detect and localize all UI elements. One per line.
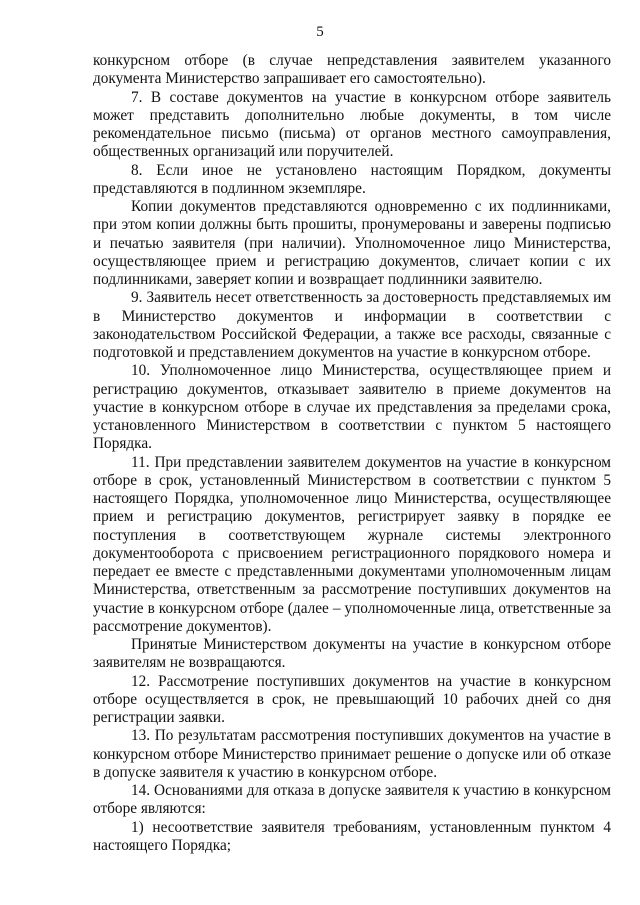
page-number: 5 <box>316 24 324 40</box>
paragraph-copies: Копии документов представляются одновременно с их подлинниками, при этом копии должны быть прошиты, пронумерованы и заверены подписью и печатью заявителя (при наличии). Уполномоченное лицо Министерства, осуществляющее прием и регистрацию документов, сличает копии с их подлинниками, заверяет копии и возвращает подлинники заявителю. <box>93 198 611 288</box>
paragraph-item-10: 10. Уполномоченное лицо Министерства, осуществляющее прием и регистрацию документов, отказывает заявителю в приеме документов на участие в конкурсном отборе в случае их представления за пределами срока, установленного Министерством в соответствии с пунктом 5 настоящего Порядка. <box>93 362 611 453</box>
document-body <box>93 52 611 855</box>
paragraph-subitem-1: 1) несоответствие заявителя требованиям, установленным пунктом 4 настоящего Порядка; <box>93 818 611 854</box>
paragraph-item-8: 8. Если иное не установлено настоящим Порядком, документы представляются в подлинном экземпляре. <box>93 161 611 197</box>
paragraph-accepted-documents: Принятые Министерством документы на участие в конкурсном отборе заявителям не возвращаются. <box>93 636 611 672</box>
paragraph-item-12: 12. Рассмотрение поступивших документов на участие в конкурсном отборе осуществляется в срок, не превышающий 10 рабочих дней со дня регистрации заявки. <box>93 672 611 726</box>
paragraph-item-7: 7. В составе документов на участие в конкурсном отборе заявитель может представить дополнительно любые документы, в том числе рекомендательное письмо (письма) от органов местного самоуправления, общественных организаций или поручителей. <box>93 88 611 161</box>
paragraph-item-9: 9. Заявитель несет ответственность за достоверность представляемых им в Министерство документов и информации в соответствии с законодательством Российской Федерации, а также все расходы, связанные с подготовкой и представлением документов на участие в конкурсном отборе. <box>93 289 611 361</box>
paragraph-item-14: 14. Основаниями для отказа в допуске заявителя к участию в конкурсном отборе являются: <box>93 782 611 818</box>
paragraph-item-11: 11. При представлении заявителем документов на участие в конкурсном отборе в срок, установленный Министерством в соответствии с пунктом 5 настоящего Порядка, уполномоченное лицо Министерства, осуществляющее прием и регистрацию документов, регистрирует заявку в порядке ее поступления в соответствующем журнале системы электронного документооборота с присвоением регистрационного порядкового номера и передает ее вместе с представленными документами уполномоченным лицам Министерства, ответственным за рассмотрение поступивших документов на участие в конкурсном отборе (далее – уполномоченные лица, ответственные за рассмотрение документов). <box>93 453 611 635</box>
paragraph-continuation: конкурсном отборе (в случае непредставления заявителем указанного документа Министерство запрашивает его самостоятельно). <box>93 52 611 88</box>
paragraph-item-13: 13. По результатам рассмотрения поступивших документов на участие в конкурсном отборе Министерство принимает решение о допуске или об отказе в допуске заявителя к участию в конкурсном отборе. <box>93 727 611 781</box>
